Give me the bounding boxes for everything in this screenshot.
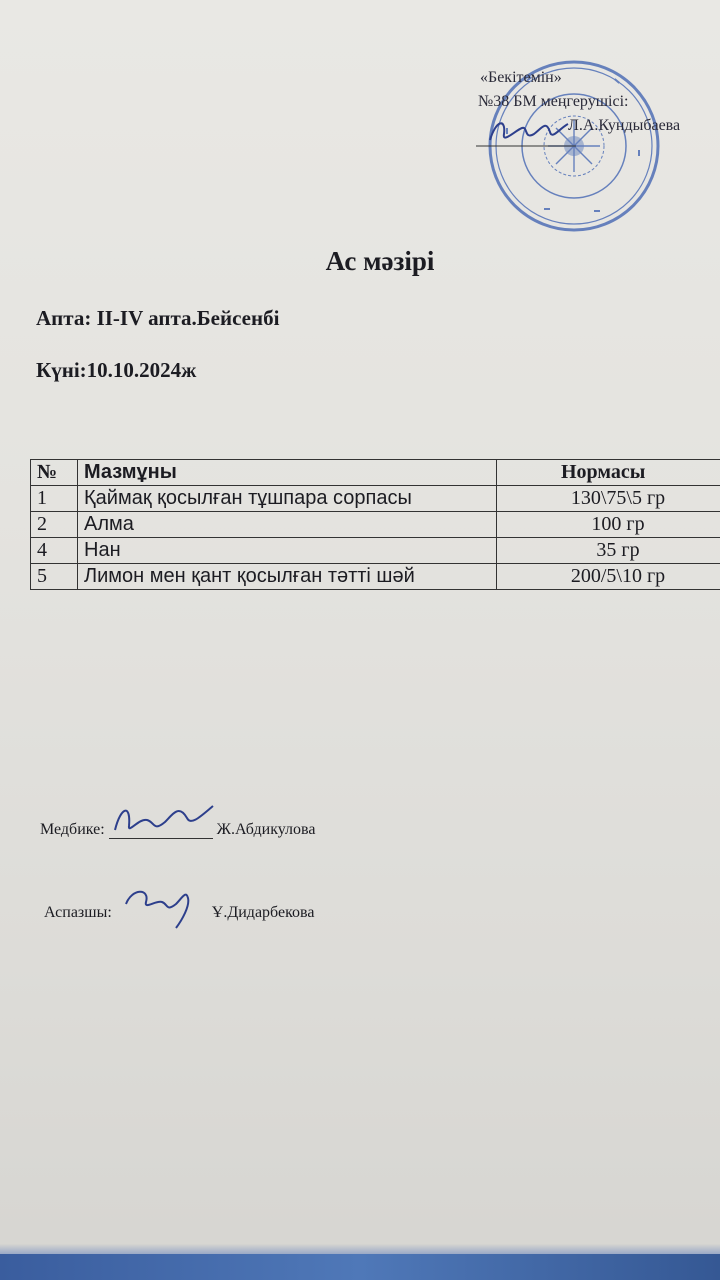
approval-position: №38 БМ меңгерушісі: <box>478 93 629 110</box>
row-number: 4 <box>31 538 78 564</box>
row-norm: 100 гр <box>497 512 720 538</box>
director-signature-icon <box>476 110 586 152</box>
background-surface <box>0 1254 720 1280</box>
date-line: Күні:10.10.2024ж <box>36 358 197 382</box>
medic-signature-field <box>109 820 213 839</box>
row-number: 5 <box>31 564 78 590</box>
table-header-row <box>31 460 720 486</box>
row-dish: Алма <box>78 512 497 538</box>
row-number: 2 <box>31 512 78 538</box>
medic-signature-line <box>40 820 315 839</box>
medic-signature-icon <box>109 800 219 840</box>
table-row <box>31 564 720 590</box>
cook-signature-field <box>116 904 208 922</box>
row-norm: 130\75\5 гр <box>497 486 720 512</box>
row-dish: Қаймақ қосылған тұшпара сорпасы <box>78 486 497 512</box>
row-number: 1 <box>31 486 78 512</box>
table-row <box>31 512 720 538</box>
table-row <box>31 486 720 512</box>
row-norm: 35 гр <box>497 538 720 564</box>
cook-name: Ұ.Дидарбекова <box>211 904 315 921</box>
medic-name: Ж.Абдикулова <box>216 821 316 838</box>
approval-name: Л.А.Кундыбаева <box>568 117 681 134</box>
cook-signature-icon <box>116 884 208 932</box>
row-norm: 200/5\10 гр <box>497 564 720 590</box>
header-content: Мазмұны <box>78 460 497 486</box>
cook-signature-line <box>44 904 314 922</box>
row-dish: Нан <box>78 538 497 564</box>
page-title: Ас мәзірі <box>325 246 435 276</box>
header-number: № <box>31 460 78 486</box>
header-norm: Нормасы <box>497 460 720 486</box>
medic-label: Медбике: <box>40 821 105 838</box>
row-dish: Лимон мен қант қосылған тәтті шәй <box>78 564 497 590</box>
menu-table <box>30 459 720 590</box>
table-row <box>31 538 720 564</box>
cook-label: Аспазшы: <box>44 904 112 921</box>
approval-heading: «Бекітемін» <box>480 69 562 86</box>
week-line: Апта: II-IV апта.Бейсенбі <box>36 306 280 330</box>
